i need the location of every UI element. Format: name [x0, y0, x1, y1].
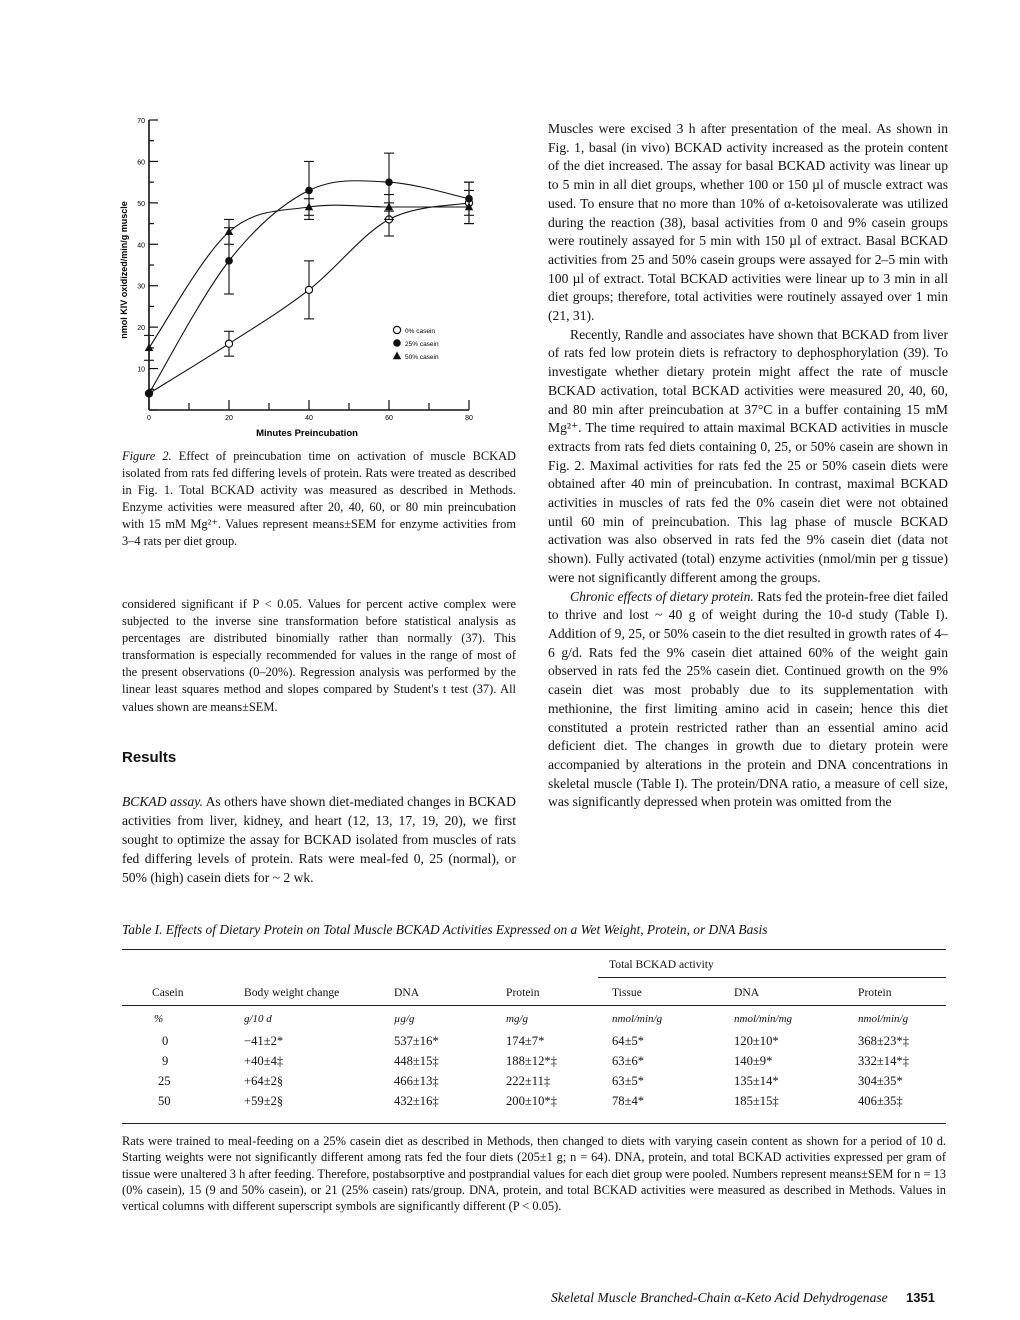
figure-caption — [122, 448, 516, 550]
methods-paragraph: considered significant if P < 0.05. Values for percent active complex were subjected to the inverse sine transformation before statistical analysis as percentages are distributed binomially rather than normally (37). This transformation is especially recommended for values in the range of most of the present observations (0–20%). Regression analysis was performed by the linear least squares method and slopes compared by Student's t test (37). All values shown are means±SEM. — [122, 597, 516, 714]
data-point — [385, 203, 393, 211]
legend-marker — [393, 326, 400, 333]
table-unit-body-weight: g/10 d — [244, 1013, 272, 1025]
table-cell-dna: 448±15‡ — [394, 1054, 439, 1068]
table-header-activity-protein: Protein — [858, 986, 892, 999]
table-unit-activity-dna: nmol/min/mg — [734, 1013, 793, 1025]
right-paragraph-2: Recently, Randle and associates have shown that BCKAD from liver of rats fed low protein diets is refractory to dephosphorylation (39). To investigate whether dietary protein might affect the rate of muscle BCKAD activation, total BCKAD activities were measured 20, 40, 60, and 80 min after preincubation at 37°C in a buffer containing 15 mM Mg²⁺. The time required to attain maximal BCKAD activities in muscle extracts from rats fed diets containing 0, 25, or 50% casein are shown in Fig. 2. Maximal activities for rats fed the 25 or 50% casein diets were obtained after 40 min of preincubation. In contrast, maximal BCKAD activities in muscles of rats fed the 0% casein diet were not obtained until 60 min of preincubation. This lag phase of muscle BCKAD activation was also observed in rats fed the 9% casein diet (data not shown). Fully activated (total) enzyme activities (nmol/min per g tissue) were not significantly different among the groups. — [548, 326, 948, 585]
right-paragraph-3 — [548, 588, 948, 812]
table-unit-protein: mg/g — [506, 1013, 528, 1025]
table-top-rule — [122, 949, 946, 950]
data-point — [225, 227, 233, 235]
table-unit-activity-protein: nmol/min/g — [858, 1013, 909, 1025]
y-tick-label: 50 — [137, 200, 145, 208]
y-tick-label: 10 — [137, 366, 145, 374]
table-cell-body-weight: +40±4‡ — [244, 1054, 284, 1068]
y-tick-label: 60 — [137, 159, 145, 167]
legend-label: 25% casein — [405, 341, 439, 348]
table-cell-body-weight: −41±2* — [244, 1034, 284, 1048]
table-header-rule — [122, 1005, 946, 1006]
legend-marker — [393, 352, 401, 360]
x-tick-label: 40 — [305, 415, 313, 422]
page-number: 1351 — [906, 1290, 935, 1305]
running-title: Skeletal Muscle Branched-Chain α-Keto Acid Dehydrogenase — [551, 1290, 888, 1305]
x-axis-label: Minutes Preincubation — [256, 428, 358, 439]
table-cell-dna: 432±16‡ — [394, 1094, 439, 1108]
chart-ticks — [137, 118, 473, 422]
table-cell-tissue: 64±5* — [612, 1034, 645, 1048]
y-tick-label: 30 — [137, 283, 145, 291]
table-cell-dna: 537±16* — [394, 1034, 439, 1048]
table-cell-activity-dna: 140±9* — [734, 1054, 773, 1068]
table-cell-casein: 50 — [158, 1094, 171, 1108]
series-open-circle — [145, 182, 474, 397]
table-cell-tissue: 63±5* — [612, 1074, 645, 1088]
table-cell-activity-protein: 406±35‡ — [858, 1094, 903, 1108]
table-header-activity-dna: DNA — [734, 986, 760, 999]
figure-caption-label: Figure 2. — [122, 449, 172, 463]
chronic-effects-lead: Chronic effects of dietary protein. — [570, 588, 754, 604]
table-header-dna: DNA — [394, 986, 420, 999]
x-tick-label: 80 — [465, 415, 473, 422]
table-cell-tissue: 63±6* — [612, 1054, 645, 1068]
data-point — [385, 178, 393, 186]
y-tick-label: 20 — [137, 325, 145, 333]
y-axis-label: nmol KIV oxidized/min/g muscle — [119, 201, 129, 339]
table-group-rule — [598, 977, 946, 978]
table-header-tissue: Tissue — [612, 986, 642, 999]
table-cell-activity-protein: 332±14*‡ — [858, 1054, 909, 1068]
table-cell-casein: 25 — [158, 1074, 171, 1088]
data-point — [305, 286, 312, 293]
figure-2-chart — [115, 110, 495, 440]
table-cell-dna: 466±13‡ — [394, 1074, 439, 1088]
table-unit-tissue: nmol/min/g — [612, 1013, 663, 1025]
data-point — [225, 340, 232, 347]
data-point — [145, 343, 153, 351]
bckad-assay-text: As others have shown diet-mediated changes in BCKAD activities from liver, kidney, and heart (12, 13, 17, 19, 20), we first sought to optimize the assay for BCKAD isolated from muscles of rats fed differing levels of protein. Rats were meal-fed 0, 25 (normal), or 50% (high) casein diets for ~ 2 wk. — [122, 794, 517, 885]
y-tick-label: 70 — [137, 118, 145, 125]
table-unit-dna: µg/g — [394, 1013, 415, 1025]
data-point — [145, 390, 153, 398]
table-cell-protein: 188±12*‡ — [506, 1054, 557, 1068]
legend-label: 50% casein — [405, 354, 439, 361]
table-cell-activity-protein: 368±23*‡ — [858, 1034, 909, 1048]
table-cell-tissue: 78±4* — [612, 1094, 645, 1108]
data-point — [225, 257, 233, 265]
y-tick-label: 40 — [137, 242, 145, 250]
table-cell-casein: 9 — [162, 1054, 169, 1068]
data-point — [305, 187, 313, 195]
chronic-effects-text: Rats fed the protein-free diet failed to thrive and lost ~ 40 g of weight during the 10-d study (Table I). Addition of 9, 25, or 50% casein to the diet resulted in growth rates of 4–6 g/d. Rats fed the 9% casein diet attained 60% of the weight gain observed in rats fed the 25% casein diet. Continued growth on the 9% casein diet was most probably due to its supplementation with methionine, the first limiting amino acid in casein; hence this diet constituted a protein restricted rather than an essential amino acid deficient diet. The changes in growth due to dietary protein were accompanied by alterations in the protein and DNA concentrations in skeletal muscle (Table I). The protein/DNA ratio, a measure of cell size, was significantly depressed when protein was omitted from the — [548, 588, 948, 810]
table-cell-casein: 0 — [162, 1034, 169, 1048]
table-group-header: Total BCKAD activity — [609, 958, 714, 971]
bckad-assay-lead: BCKAD assay. — [122, 794, 203, 809]
results-heading: Results — [122, 749, 177, 766]
figure-caption-text: Effect of preincubation time on activation of muscle BCKAD isolated from rats fed differing levels of protein. Rats were treated as described in Fig. 1. Total BCKAD activity was measured as described in Methods. Enzyme activities were measured after 20, 40, 60, or 80 min preincubation with 15 mM Mg²⁺. Values represent means±SEM for enzyme activities from 3–4 rats per diet group. — [122, 449, 516, 548]
legend-label: 0% casein — [405, 328, 435, 335]
table-header-protein: Protein — [506, 986, 540, 999]
x-tick-label: 0 — [147, 415, 151, 422]
bckad-assay-paragraph — [122, 792, 516, 887]
table-cell-protein: 200±10*‡ — [506, 1094, 557, 1108]
table-unit-casein: % — [154, 1013, 164, 1025]
right-paragraph-1: Muscles were excised 3 h after presentation of the meal. As shown in Fig. 1, basal (in vivo) BCKAD activity increased as the protein content of the diet increased. The assay for basal BCKAD activity was linear up to 5 min in all diet groups, whether 100 or 150 µl of muscle extract was used. To ensure that no more than 10% of α-ketoisovalerate was utilized during the reaction (38), basal activities from 0 and 9% casein groups were routinely assayed for 5 min with 150 µl of extract. Basal BCKAD activities from 25 and 50% casein groups were assayed for 2–5 min with 100 µl of extract. Total BCKAD activities were linear up to 3 min in all diet groups; therefore, total activities were routinely assayed over 1 min (21, 31). — [548, 121, 948, 324]
table-cell-protein: 222±11‡ — [506, 1074, 551, 1088]
table-notes: Rats were trained to meal-feeding on a 25% casein diet as described in Methods, then changed to diets with varying casein content as shown for a period of 10 d. Starting weights were not significantly different among rats fed the four diets (205±1 g; n = 64). DNA, protein, and total BCKAD activities expressed per gram of tissue were unaltered 3 h after feeding. Therefore, postabsorptive and postprandial values for each diet group were pooled. Numbers represent means±SEM for n = 13 (0% casein), 15 (9 and 50% casein), or 21 (25% casein) rats/group. DNA, protein, and total BCKAD activities were measured as described in Methods. Values in vertical columns with different superscript symbols are significantly different (P < 0.05). — [122, 1134, 946, 1214]
table-cell-activity-dna: 135±14* — [734, 1074, 779, 1088]
x-tick-label: 20 — [225, 415, 233, 422]
legend-marker — [393, 339, 401, 347]
chart-legend — [393, 326, 439, 361]
table-title: Table I. Effects of Dietary Protein on Total Muscle BCKAD Activities Expressed on a Wet Weight, Protein, or DNA Basis — [122, 922, 768, 937]
table-cell-body-weight: +59±2§ — [244, 1094, 284, 1108]
table-cell-protein: 174±7* — [506, 1034, 545, 1048]
right-column — [548, 120, 948, 812]
table-cell-activity-dna: 185±15‡ — [734, 1094, 779, 1108]
table-header-body-weight: Body weight change — [244, 986, 340, 999]
table-header-casein: Casein — [152, 986, 184, 999]
table-cell-activity-dna: 120±10* — [734, 1034, 779, 1048]
table-cell-body-weight: +64±2§ — [244, 1074, 284, 1088]
x-tick-label: 60 — [385, 415, 393, 422]
table-bottom-rule — [122, 1123, 946, 1124]
table-cell-activity-protein: 304±35* — [858, 1074, 903, 1088]
